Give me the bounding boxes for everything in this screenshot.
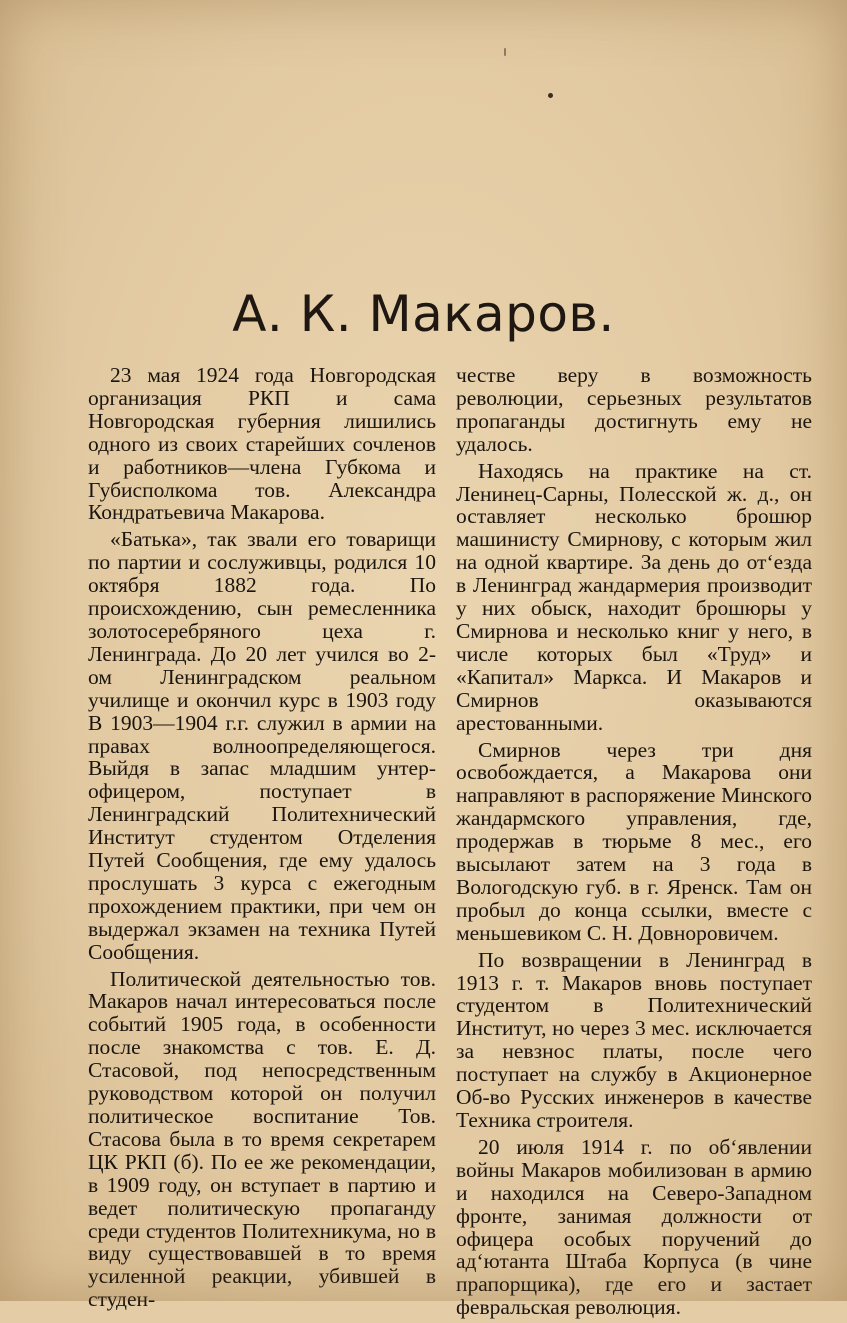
paragraph: 23 мая 1924 года Новгородская организация РКП и сама Новгородская губерния лишились одного из своих старейших сочленов и работников—члена Губкома и Губисполкома тов. Александра Кондратьевича Макарова. [88, 363, 436, 525]
paragraph: 20 июля 1914 г. по об‘явлении войны Макаров мобилизован в армию и находился на Северо-Западном фронте, занимая должности от офицера особых поручений до ад‘ютанта Штаба Корпуса (в чине прапорщика), где его и застает февральская революция. [456, 1134, 812, 1320]
paragraph: По возвращении в Ленинград в 1913 г. т. Макаров вновь поступает студентом в Политехнический Институт, но через 3 мес. исключается за невзнос платы, после чего поступает на службу в Акционерное Об-во Русских инженеров в качестве Техника строителя. [456, 947, 812, 1132]
paragraph: Смирнов через три дня освобождается, а Макарова они направляют в распоряжение Минского жандармского управления, где, продержав в тюрьме 8 мес., его высылают затем на 3 года в Вологодскую губ. в г. Яренск. Там он пробыл до конца ссылки, вместе с меньшевиком С. Н. Довноровичем. [456, 737, 812, 945]
paragraph-continued: честве веру в возможность революции, серьезных результатов пропаганды достигнуть ему не удалось. [456, 363, 812, 456]
article-title: А. К. Макаров. [232, 285, 615, 343]
paragraph: Находясь на практике на ст. Ленинец-Сарны, Полесской ж. д., он оставляет несколько брошюр машинисту Смирнову, с которым жил на одной квартире. За день до от‘езда в Ленинград жандармерия производит у них обыск, находит брошюры у Смирнова и несколько книг у него, в числе которых был «Труд» и «Капитал» Маркса. И Макаров и Смирнов оказываются арестованными. [456, 458, 812, 735]
left-column [88, 364, 436, 1315]
right-column [456, 364, 812, 1323]
ink-speck [548, 93, 553, 98]
paragraph: «Батька», так звали его товарищи по партии и сослуживцы, родился 10 октября 1882 года. По происхождению, сын ремесленника золотосеребряного цеха г. Ленинграда. До 20 лет учился во 2-ом Ленинградском реальном училище и окончил курс в 1903 году В 1903—1904 г.г. служил в армии на правах волноопределяющегося. Выйдя в запас младшим унтер-офицером, поступает в Ленинградский Политехнический Институт студентом Отделения Путей Сообщения, где ему удалось прослушать 3 курса с ежегодным прохождением практики, при чем он выдержал экзамен на техника Путей Сообщения. [88, 527, 436, 964]
ink-speck [504, 48, 506, 56]
paragraph: Политической деятельностью тов. Макаров начал интересоваться после событий 1905 года, в особенности после знакомства с тов. Е. Д. Стасовой, под непосредственным руководством которой он получил политическое воспитание Тов. Стасова была в то время секретарем ЦК РКП (б). По ее же рекомендации, в 1909 году, он вступает в партию и ведет политическую пропаганду среди студентов Политехникума, но в виду существовавшей в то время усиленной реакции, убившей в студен- [88, 966, 436, 1312]
